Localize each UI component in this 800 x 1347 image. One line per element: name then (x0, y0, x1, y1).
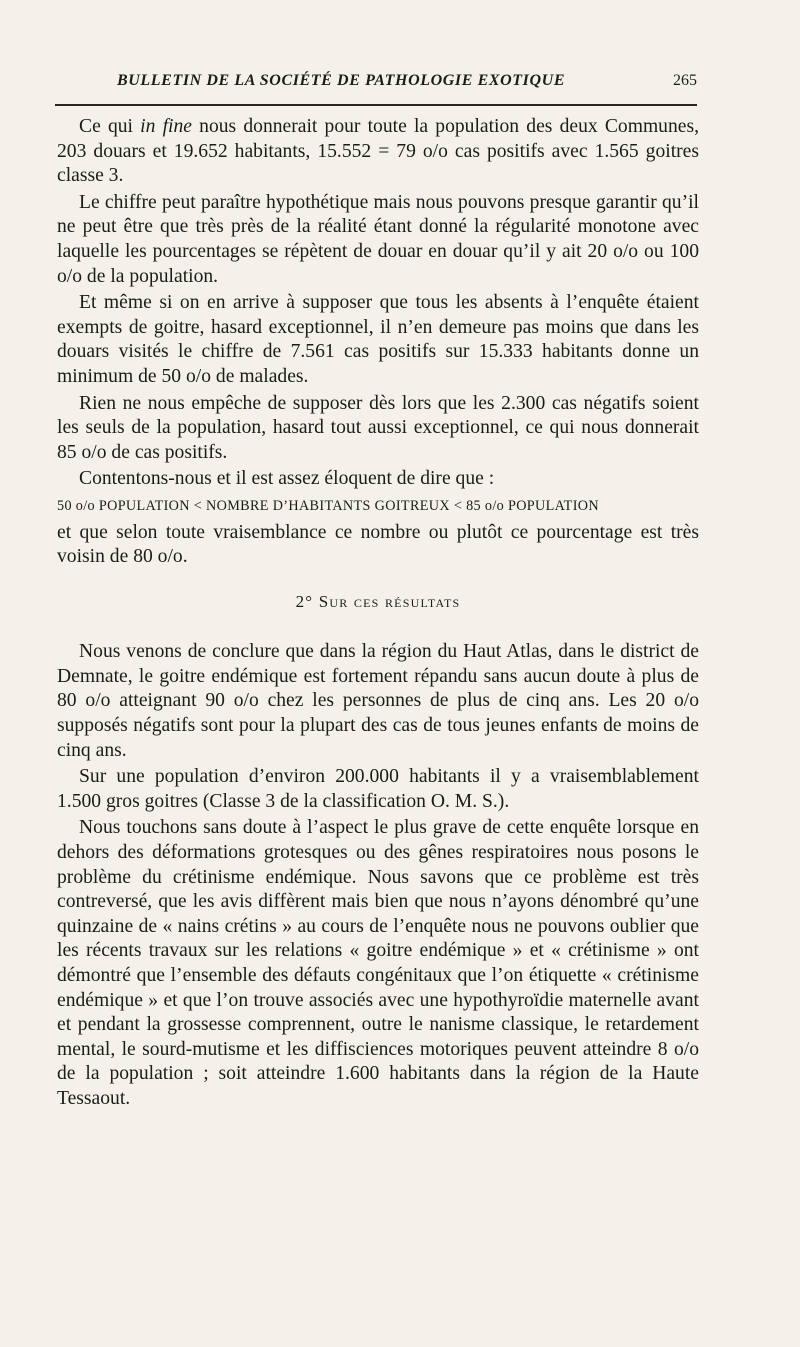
section-heading: 2° Sur ces résultats (295, 591, 461, 611)
body-text (57, 115, 699, 1114)
page-number: 265 (673, 72, 697, 89)
paragraph: Nous touchons sans doute à l’aspect le plus grave de cette enquête lorsque en dehors des déformations grotesques ou des gênes respiratoires nous posons le problème du crétinisme endémique. Nous savons que ce problème est très contreversé, que les avis diffèrent mais bien que nous n’ayons dénombré qu’une quinzaine de « nains crétins » au cours de l’enquête nous ne pouvons oublier que les récents travaux sur les relations « goitre endémique » et « crétinisme » ont démontré que l’ensemble des défauts congénitaux que l’on étiquette « crétinisme endémique » et que l’on trouve associés avec une hypothyroïdie maternelle avant et pendant la grossesse comprennent, outre le nanisme classique, le retardement mental, le sourd-mutisme et les diffisciences motoriques peuvent atteindre 8 o/o de la population ; soit atteindre 1.600 habitants dans la région de la Haute Tessaout. (57, 817, 699, 1109)
paragraph-text: Ce qui (79, 116, 141, 137)
paragraph: Contentons-nous et il est assez éloquent de dire que : (79, 468, 495, 490)
page-header (55, 70, 697, 106)
inequality-formula: 50 o/o POPULATION < NOMBRE D’HABITANTS GOITREUX < 85 o/o POPULATION (57, 497, 599, 514)
paragraph: Sur une population d’environ 200.000 habitants il y a vraisemblablement 1.500 gros goitres (Classe 3 de la classification O. M. S.). (57, 766, 699, 812)
italic-phrase: in fine (140, 116, 192, 137)
paragraph: Et même si on en arrive à supposer que tous les absents à l’enquête étaient exempts de goitre, hasard exceptionnel, il n’en demeure pas moins que dans les douars visités le chiffre de 7.561 cas positifs sur 15.333 habitants donne un minimum de 50 o/o de malades. (57, 292, 699, 387)
paragraph-text: nous donnerait pour toute la population des deux Communes, 203 douars et 19.652 habitants, 15.552 = 79 o/o cas positifs avec 1.565 goitres classe 3. (57, 116, 699, 187)
paragraph: et que selon toute vraisemblance ce nombre ou plutôt ce pourcentage est très voisin de 80 o/o. (57, 521, 699, 568)
paragraph: Rien ne nous empêche de supposer dès lors que les 2.300 cas négatifs soient les seuls de la population, hasard tout aussi exceptionnel, ce qui nous donnerait 85 o/o de cas positifs. (57, 392, 699, 463)
paragraph: Le chiffre peut paraître hypothétique mais nous pouvons presque garantir qu’il ne peut être que très près de la réalité étant donné la régularité monotone avec laquelle les pourcentages se répètent de douar en douar qu’il y ait 20 o/o ou 100 o/o de la population. (57, 191, 699, 287)
running-title: BULLETIN DE LA SOCIÉTÉ DE PATHOLOGIE EXOTIQUE (117, 72, 566, 89)
paragraph: Nous venons de conclure que dans la région du Haut Atlas, dans le district de Demnate, le goitre endémique est fortement répandu sans aucun doute à plus de 80 o/o atteignant 90 o/o chez les personnes de plus de cinq ans. Les 20 o/o supposés négatifs sont pour la plupart des cas de tous jeunes enfants de moins de cinq ans. (57, 641, 699, 761)
paragraph (57, 115, 699, 189)
